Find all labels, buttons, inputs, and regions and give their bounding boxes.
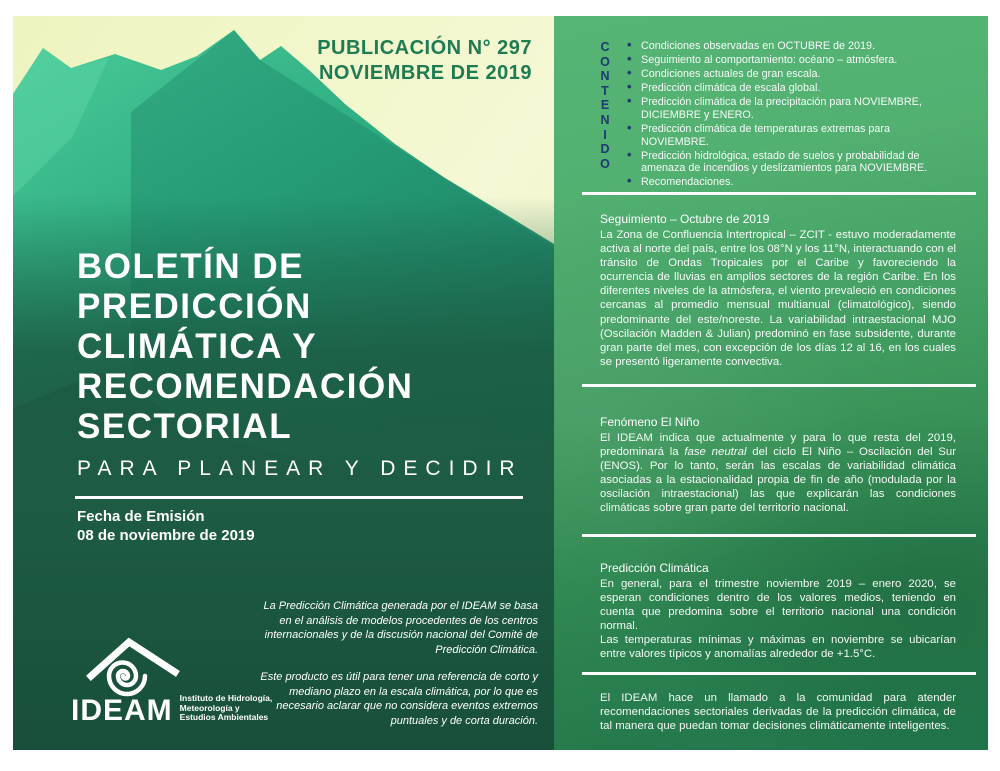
disclaimer-paragraph-1: La Predicción Climática generada por el IDEAM se basa en el análisis de modelos procedentes de los centros internacionales y de la discusión nacional del Comité de Predicción Climática. (263, 600, 538, 656)
ideam-cyclone-roof-icon (85, 636, 181, 698)
contents-list (624, 40, 956, 191)
section-divider (582, 672, 976, 675)
contents-item: • Condiciones actuales de gran escala. (624, 68, 956, 81)
section-heading: Seguimiento – Octubre de 2019 (600, 212, 770, 226)
section-heading: Fenómeno El Niño (600, 415, 700, 429)
section-body: En general, para el trimestre noviembre 2019 – enero 2020, se esperan condiciones dentro de los valores medios, teniendo en cuenta que predomina sobre el territorio nacional una condición normal. (600, 578, 956, 633)
section-seguimiento (600, 212, 956, 369)
contents-item: • Condiciones observadas en OCTUBRE de 2019. (624, 40, 956, 53)
title-line: CLIMÁTICA Y (77, 327, 318, 366)
section-prediccion-climatica (600, 561, 956, 662)
section-body: La Zona de Confluencia Intertropical – ZCIT - estuvo moderadamente activa al norte del país, entre los 08°N y los 11°N, interactuando con el tránsito de Ondas Tropicales por el Caribe y favoreciendo la ocurrencia de lluvias en amplios sectores de la región Caribe. En los diferentes niveles de la atmósfera, el viento prevaleció en condiciones cercanas al promedio mensual multianual (climatológico), siendo predominante del este/noreste. La variabilidad intraestacional MJO (Oscilación Madden & Julian) predominó en fase subsidente, durante gran parte del mes, con excepción de los días 12 al 16, en los cuales se presentó ligeramente convectiva. (600, 229, 956, 368)
contents-item: • Predicción climática de la precipitación para NOVIEMBRE, DICIEMBRE y ENERO. (624, 96, 956, 121)
contents-block (598, 40, 956, 191)
section-body: El IDEAM indica que actualmente y para lo que resta del 2019, predominará la fase neutral del ciclo El Niño – Oscilación del Sur (ENOS). Por lo tanto, serán las escalas de variabilidad climática asociadas a la estacionalidad propia de fin de año (modulada por la oscilación intraestacional) las que explicarán las condiciones climáticas sobre gran parte del territorio nacional. (600, 432, 956, 515)
section-heading: Predicción Climática (600, 561, 709, 575)
title-underline-rule (75, 496, 523, 499)
contents-vertical-label: C O N T E N I D O (600, 40, 610, 171)
contents-item: • Predicción climática de escala global. (624, 82, 956, 95)
emission-date: 08 de noviembre de 2019 (77, 527, 255, 544)
section-fenomeno-el-nino (600, 415, 956, 516)
emission-date-block (77, 507, 255, 545)
ideam-wordmark: IDEAM (71, 693, 173, 727)
italic-phrase: fase neutral (684, 446, 747, 459)
title-line: RECOMENDACIÓN (77, 367, 414, 406)
publication-line2: NOVIEMBRE DE 2019 (318, 62, 532, 84)
title-line: BOLETÍN DE (77, 247, 304, 286)
title-line: SECTORIAL (77, 407, 293, 446)
contents-item: • Predicción climática de temperaturas extremas para NOVIEMBRE. (624, 123, 956, 148)
section-body: Las temperaturas mínimas y máximas en noviembre se ubicarían entre valores típicos y anomalías alrededor de +1.5°C. (600, 634, 956, 661)
ideam-logo (71, 636, 272, 726)
cover-left-panel (13, 16, 554, 750)
disclaimer-paragraph-2: Este producto es útil para tener una referencia de corto y mediano plazo en la escala climática, por lo que es necesario aclarar que no considera eventos extremos puntuales y de corta duración. (260, 671, 538, 727)
emission-label: Fecha de Emisión (77, 508, 205, 525)
cover-subtitle: PARA PLANEAR Y DECIDIR (77, 457, 523, 480)
section-divider (582, 534, 976, 537)
contents-item: • Seguimiento al comportamiento: océano – atmósfera. (624, 54, 956, 67)
publication-line1: PUBLICACIÓN N° 297 (317, 37, 532, 59)
section-body: El IDEAM hace un llamado a la comunidad para atender recomendaciones sectoriales derivadas de la predicción climática, de tal manera que puedan tomar decisiones climáticamente inteligentes. (600, 692, 956, 733)
disclaimer-block (250, 599, 538, 728)
contents-item: • Predicción hidrológica, estado de suelos y probabilidad de amenaza de incendios y deslizamientos para NOVIEMBRE. (624, 150, 956, 175)
title-line: PREDICCIÓN (77, 287, 312, 326)
content-right-panel (554, 16, 988, 750)
publication-number (317, 36, 532, 86)
contents-item: • Recomendaciones. (624, 176, 956, 189)
ideam-org-name: Instituto de Hidrología, Meteorología y Estudios Ambientales (179, 693, 273, 722)
section-llamado-comunidad (600, 691, 956, 733)
section-divider (582, 384, 976, 387)
cover-title (77, 247, 413, 447)
section-divider (582, 192, 976, 195)
